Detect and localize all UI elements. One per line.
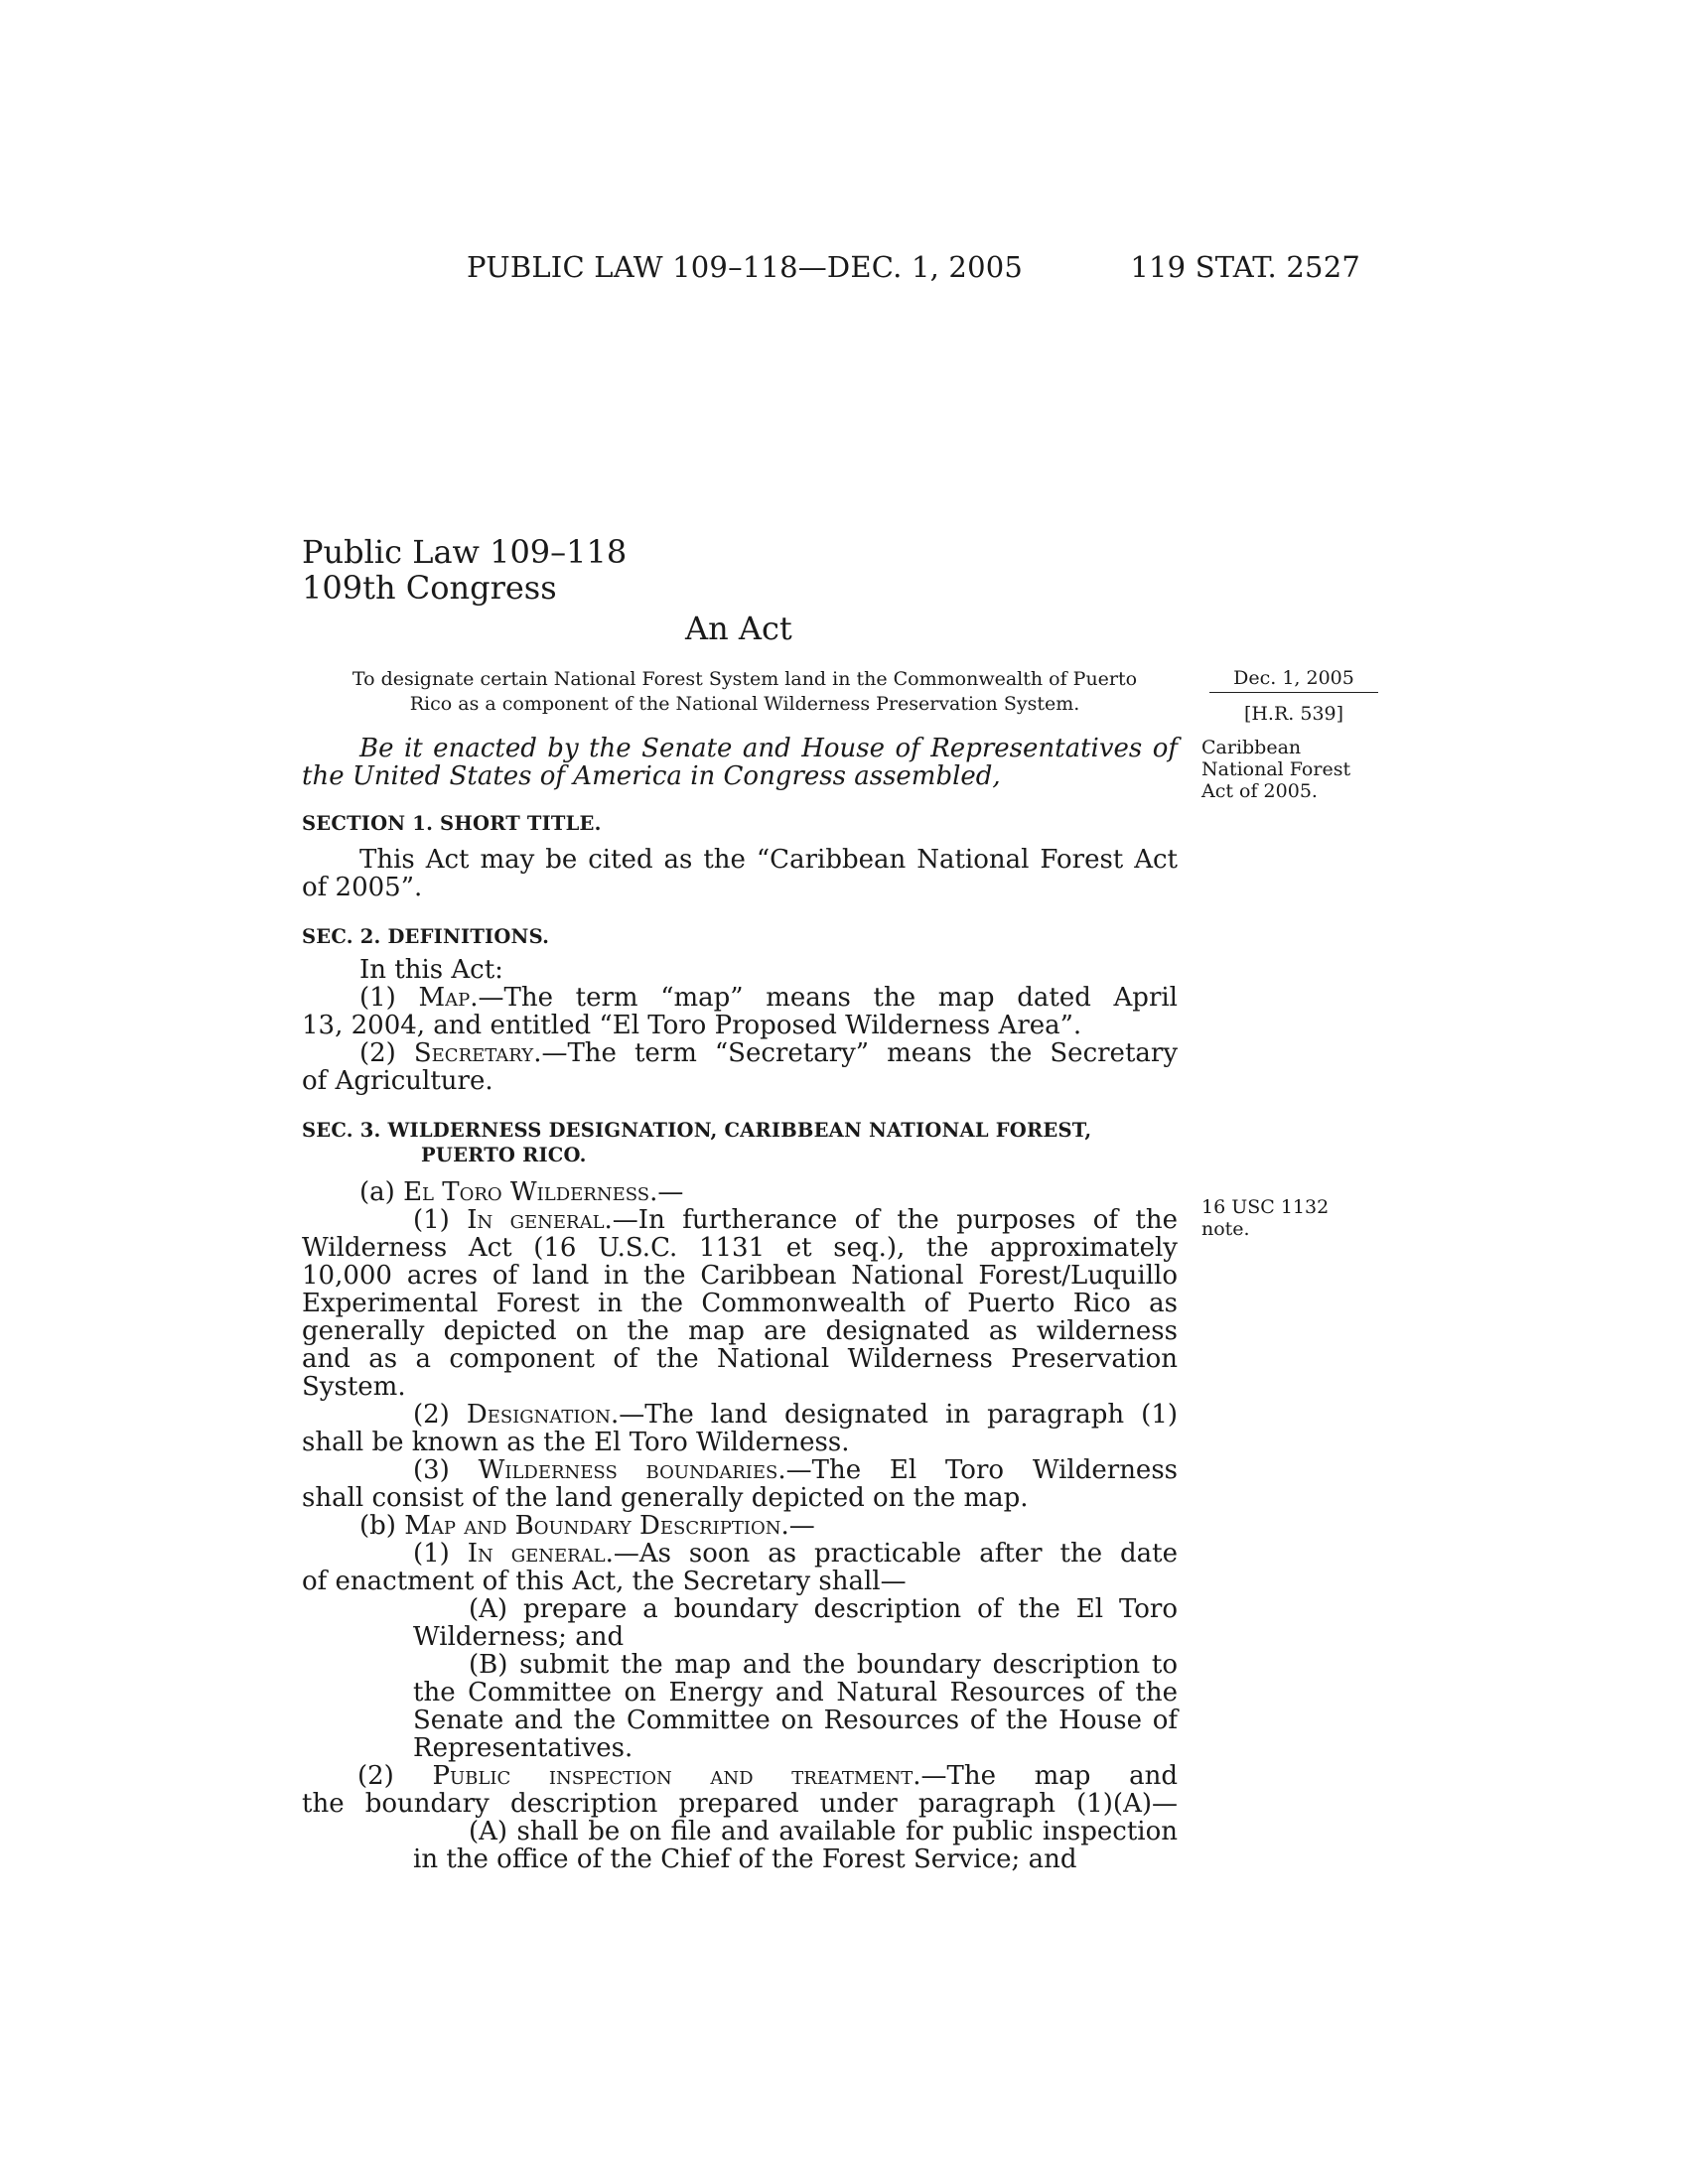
subsection-a-heading bbox=[302, 1178, 1178, 1206]
purpose-line: To designate certain National Forest System land in the Commonwealth of Puerto bbox=[352, 668, 1138, 690]
running-header-left: PUBLIC LAW 109–118—DEC. 1, 2005 bbox=[467, 250, 1024, 284]
text-line: the boundary description prepared under paragraph (1)(A)— bbox=[302, 1789, 1178, 1819]
text-run: .—The term “Secretary” means the Secretary bbox=[533, 1038, 1179, 1068]
text-line: 10,000 acres of land in the Caribbean National Forest/Luquillo bbox=[302, 1261, 1178, 1291]
text-run: .—In furtherance of the purposes of the bbox=[604, 1205, 1179, 1235]
text-line: and as a component of the National Wilderness Preservation bbox=[302, 1344, 1178, 1374]
margin-note-line: note. bbox=[1201, 1218, 1250, 1240]
heading-line: SEC. 3. WILDERNESS DESIGNATION, CARIBBEAN NATIONAL FOREST, bbox=[302, 1119, 1092, 1142]
margin-note-bill: [H.R. 539] bbox=[1243, 703, 1344, 725]
text-line: Wilderness; and bbox=[413, 1622, 625, 1652]
definition-secretary bbox=[302, 1039, 1178, 1067]
para-number: (2) bbox=[357, 1761, 433, 1791]
text-line: System. bbox=[302, 1372, 406, 1402]
margin-note-line: 16 USC 1132 bbox=[1201, 1196, 1330, 1218]
para-term: Secretary bbox=[413, 1038, 534, 1068]
text-run: .—The El Toro Wilderness bbox=[777, 1455, 1179, 1485]
margin-note-short-title bbox=[1201, 737, 1390, 802]
paragraph-b2 bbox=[302, 1762, 1178, 1790]
text-line: 13, 2004, and entitled “El Toro Proposed Wilderness Area”. bbox=[302, 1011, 1082, 1040]
margin-note-usc bbox=[1201, 1196, 1390, 1240]
text-line: shall consist of the land generally depicted on the map. bbox=[302, 1483, 1029, 1513]
para-term: In general bbox=[467, 1205, 605, 1235]
text-line: Experimental Forest in the Commonwealth of Puerto Rico as bbox=[302, 1289, 1178, 1318]
purpose-line: Rico as a component of the National Wilderness Preservation System. bbox=[409, 693, 1080, 715]
definition-map bbox=[302, 984, 1178, 1012]
text-line: of Agriculture. bbox=[302, 1066, 493, 1096]
para-number: (1) bbox=[359, 983, 419, 1013]
para-term: Public inspection and treatment bbox=[432, 1761, 914, 1791]
section-2-heading: SEC. 2. DEFINITIONS. bbox=[302, 925, 550, 948]
para-term: El Toro Wilderness bbox=[403, 1177, 650, 1207]
section-2-text bbox=[302, 956, 1178, 1095]
text-run: .—The land designated in paragraph (1) bbox=[611, 1400, 1179, 1430]
section-3-heading bbox=[302, 1118, 1178, 1167]
paragraph-b1-B: (B) submit the map and the boundary description to bbox=[469, 1650, 1178, 1680]
para-number: (b) bbox=[359, 1511, 405, 1541]
text-line: This Act may be cited as the “Caribbean National Forest Act bbox=[359, 845, 1178, 875]
margin-note-line: National Forest bbox=[1201, 758, 1351, 780]
text-line: shall be known as the El Toro Wilderness. bbox=[302, 1428, 850, 1457]
para-number: (1) bbox=[413, 1539, 468, 1569]
text-line: generally depicted on the map are designated as wilderness bbox=[302, 1316, 1178, 1346]
heading-line: PUERTO RICO. bbox=[421, 1144, 587, 1166]
para-number: (2) bbox=[413, 1400, 467, 1430]
enacting-line: Be it enacted by the Senate and House of Representatives of bbox=[359, 734, 1178, 763]
purpose-statement bbox=[298, 667, 1192, 717]
section-3-text bbox=[302, 1178, 1178, 1873]
enacting-line: the United States of America in Congress assembled, bbox=[302, 761, 1001, 791]
para-number: (a) bbox=[359, 1177, 404, 1207]
law-title: Public Law 109–118 bbox=[302, 533, 628, 571]
enacting-clause bbox=[302, 735, 1178, 790]
subsection-b-heading bbox=[302, 1512, 1178, 1540]
text-line: in the office of the Chief of the Forest Service; and bbox=[413, 1844, 1077, 1874]
paragraph-b2-A: (A) shall be on file and available for public inspection bbox=[469, 1817, 1178, 1846]
text-run: .—As soon as practicable after the date bbox=[605, 1539, 1178, 1569]
act-heading: An Act bbox=[685, 610, 792, 647]
margin-note-line: Caribbean bbox=[1201, 737, 1302, 758]
paragraph-a2 bbox=[302, 1401, 1178, 1429]
para-term: Designation bbox=[466, 1400, 612, 1430]
text-line: Senate and the Committee on Resources of the House of bbox=[413, 1706, 1178, 1735]
para-term: In general bbox=[467, 1539, 606, 1569]
margin-note-line: Act of 2005. bbox=[1201, 780, 1318, 802]
page-citation: 119 STAT. 2527 bbox=[1130, 250, 1360, 284]
paragraph-a3 bbox=[302, 1456, 1178, 1484]
para-number: (2) bbox=[359, 1038, 414, 1068]
text-run: .— bbox=[649, 1177, 684, 1207]
congress-number: 109th Congress bbox=[302, 569, 557, 607]
section-1-heading: SECTION 1. SHORT TITLE. bbox=[302, 812, 602, 835]
margin-note-date: Dec. 1, 2005 bbox=[1209, 667, 1378, 693]
text-run: .—The term “map” means the map dated April bbox=[470, 983, 1178, 1013]
para-term: Map and Boundary Description bbox=[404, 1511, 781, 1541]
text-line: In this Act: bbox=[359, 955, 503, 985]
text-line: Wilderness Act (16 U.S.C. 1131 et seq.), the approximately bbox=[302, 1233, 1178, 1263]
section-1-text bbox=[302, 846, 1178, 901]
para-term: Wilderness boundaries bbox=[478, 1455, 778, 1485]
text-run: .— bbox=[780, 1511, 815, 1541]
para-term: Map bbox=[418, 983, 471, 1013]
text-run: .—The map and bbox=[913, 1761, 1178, 1791]
paragraph-b1 bbox=[302, 1540, 1178, 1568]
text-line: Representatives. bbox=[413, 1733, 633, 1763]
paragraph-a1 bbox=[302, 1206, 1178, 1234]
paragraph-b1-A: (A) prepare a boundary description of the El Toro bbox=[469, 1594, 1178, 1624]
text-line: the Committee on Energy and Natural Resources of the bbox=[413, 1678, 1178, 1707]
text-line: of enactment of this Act, the Secretary shall— bbox=[302, 1567, 907, 1596]
text-line: of 2005”. bbox=[302, 873, 423, 902]
para-number: (3) bbox=[413, 1455, 479, 1485]
para-number: (1) bbox=[413, 1205, 468, 1235]
